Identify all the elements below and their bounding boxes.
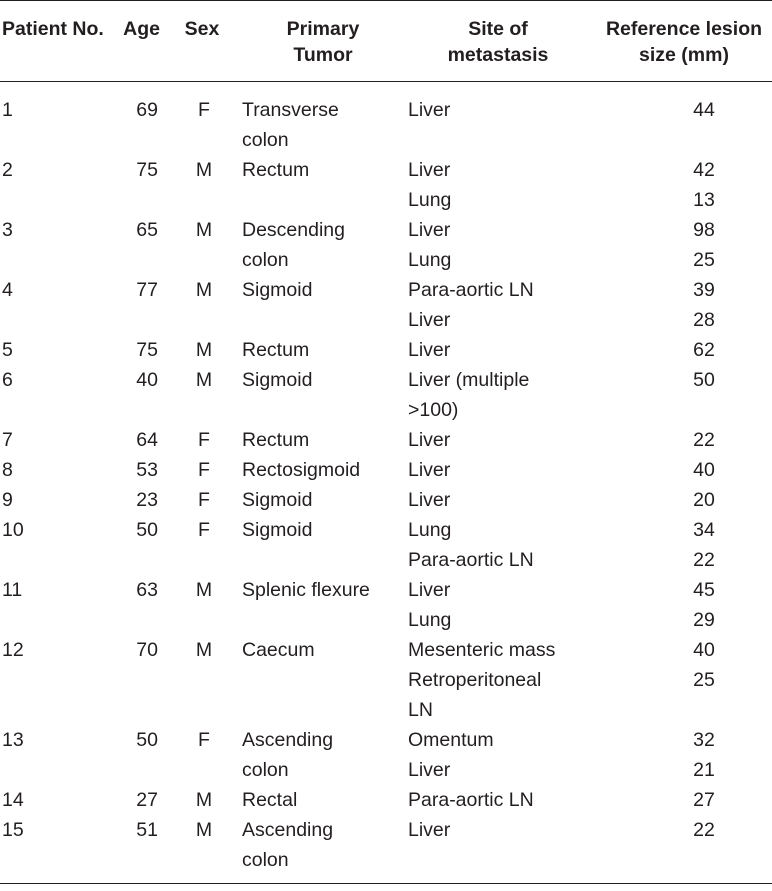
lesion-size-cell: 40 [693, 459, 715, 481]
lesion-size-cell [588, 395, 772, 425]
sex-cell: M [195, 159, 213, 181]
table-row [0, 515, 772, 545]
lesion-size-cell: 62 [693, 339, 715, 361]
sex-cell [166, 755, 238, 785]
patient-no-cell: 3 [2, 219, 13, 241]
table-row [0, 635, 772, 665]
sex-cell [166, 545, 238, 575]
table-row [0, 815, 772, 845]
primary-tumor-cell: Sigmoid [242, 489, 313, 511]
metastasis-site-cell: Liver [408, 819, 451, 841]
table-row-continuation [0, 185, 772, 215]
lesion-size-cell [588, 695, 772, 725]
table-row [0, 725, 772, 755]
patient-no-cell: 5 [2, 339, 13, 361]
lesion-size-cell: 20 [693, 489, 715, 511]
primary-tumor-cell: Splenic flexure [242, 579, 370, 601]
table-row [0, 785, 772, 815]
patient-no-cell: 14 [2, 789, 24, 811]
primary-tumor-cell [238, 545, 408, 575]
header-reference-lesion-size [588, 1, 772, 82]
lesion-size-cell: 21 [693, 759, 715, 781]
sex-cell: F [198, 429, 210, 451]
metastasis-site-cell: Liver [408, 489, 451, 511]
table-row [0, 215, 772, 245]
sex-cell: F [198, 489, 210, 511]
metastasis-site-cell: LN [408, 699, 433, 721]
lesion-size-cell: 45 [693, 579, 715, 601]
patient-no-cell [0, 395, 118, 425]
sex-cell [166, 305, 238, 335]
primary-tumor-cell: Sigmoid [242, 519, 313, 541]
table-row-continuation [0, 755, 772, 785]
patient-no-cell: 8 [2, 459, 13, 481]
metastasis-site-cell: Liver [408, 309, 451, 331]
metastasis-site-cell: Liver [408, 579, 451, 601]
metastasis-site-cell: Lung [408, 249, 452, 271]
patient-no-cell: 4 [2, 279, 13, 301]
patient-no-cell [0, 125, 118, 155]
age-cell: 27 [136, 789, 158, 811]
patient-no-cell: 7 [2, 429, 13, 451]
table-row [0, 155, 772, 185]
primary-tumor-cell: Transverse [242, 99, 339, 121]
metastasis-site-cell: Liver [408, 159, 451, 181]
metastasis-site-cell: Liver [408, 759, 451, 781]
lesion-size-cell: 25 [693, 249, 715, 271]
sex-cell: M [195, 639, 213, 661]
lesion-size-cell [588, 845, 772, 884]
primary-tumor-cell [238, 395, 408, 425]
age-cell [118, 755, 166, 785]
metastasis-site-cell: Liver [408, 219, 451, 241]
table-row-continuation [0, 695, 772, 725]
table-row-continuation [0, 245, 772, 275]
primary-tumor-cell: Rectal [242, 789, 298, 811]
sex-cell [166, 125, 238, 155]
patient-no-cell [0, 845, 118, 884]
table-row [0, 82, 772, 126]
lesion-size-cell: 22 [693, 549, 715, 571]
header-size-label: Reference lesion size (mm) [605, 18, 763, 66]
age-cell [118, 695, 166, 725]
sex-cell: F [198, 729, 210, 751]
patient-no-cell: 12 [2, 639, 24, 661]
lesion-size-cell: 39 [693, 279, 715, 301]
table-row [0, 575, 772, 605]
sex-cell: F [198, 459, 210, 481]
primary-tumor-cell: Ascending [242, 729, 334, 751]
lesion-size-cell: 25 [693, 669, 715, 691]
lesion-size-cell: 22 [693, 819, 715, 841]
primary-tumor-cell [238, 695, 408, 725]
lesion-size-cell: 28 [693, 309, 715, 331]
sex-cell [166, 395, 238, 425]
age-cell: 70 [136, 639, 158, 661]
table-row-continuation [0, 845, 772, 884]
sex-cell: M [195, 789, 213, 811]
sex-cell [166, 845, 238, 884]
patient-no-cell [0, 755, 118, 785]
sex-cell: M [195, 279, 213, 301]
patient-no-cell [0, 545, 118, 575]
age-cell [118, 305, 166, 335]
header-site-of-metastasis [408, 1, 588, 82]
age-cell: 69 [136, 99, 158, 121]
sex-cell [166, 605, 238, 635]
age-cell: 23 [136, 489, 158, 511]
table-row [0, 365, 772, 395]
age-cell [118, 845, 166, 884]
patient-no-cell [0, 695, 118, 725]
sex-cell: F [198, 99, 210, 121]
age-cell: 51 [136, 819, 158, 841]
age-cell [118, 185, 166, 215]
metastasis-site-cell: Lung [408, 519, 452, 541]
table-row [0, 455, 772, 485]
header-primary-tumor [238, 1, 408, 82]
primary-tumor-cell: Rectum [242, 429, 310, 451]
lesion-size-cell: 42 [693, 159, 715, 181]
metastasis-site-cell: Lung [408, 609, 452, 631]
patient-no-cell [0, 245, 118, 275]
age-cell: 77 [136, 279, 158, 301]
primary-tumor-cell: colon [242, 759, 289, 781]
primary-tumor-cell: Ascending [242, 819, 334, 841]
metastasis-site-cell: Mesenteric mass [408, 639, 556, 661]
table-header-row [0, 1, 772, 82]
age-cell [118, 665, 166, 695]
age-cell [118, 605, 166, 635]
sex-cell [166, 245, 238, 275]
metastasis-site-cell [408, 125, 588, 155]
header-age-label: Age [123, 18, 160, 40]
primary-tumor-cell: Caecum [242, 639, 315, 661]
sex-cell [166, 665, 238, 695]
table-body [0, 82, 772, 884]
age-cell: 63 [136, 579, 158, 601]
table-row [0, 485, 772, 515]
table-row [0, 335, 772, 365]
table-row [0, 275, 772, 305]
metastasis-site-cell: Liver (multiple [408, 369, 530, 391]
age-cell: 65 [136, 219, 158, 241]
patient-no-cell: 11 [2, 579, 23, 601]
primary-tumor-cell [238, 665, 408, 695]
lesion-size-cell: 29 [693, 609, 715, 631]
patient-no-cell: 2 [2, 159, 13, 181]
sex-cell: M [195, 369, 213, 391]
age-cell [118, 395, 166, 425]
primary-tumor-cell: colon [242, 249, 289, 271]
sex-cell: M [195, 219, 213, 241]
metastasis-site-cell: Retroperitoneal [408, 669, 542, 691]
age-cell: 50 [136, 519, 158, 541]
patient-no-cell: 10 [2, 519, 24, 541]
lesion-size-cell [588, 125, 772, 155]
lesion-size-cell: 50 [693, 369, 715, 391]
lesion-size-cell: 44 [693, 99, 715, 121]
header-age [118, 1, 166, 82]
primary-tumor-cell: Sigmoid [242, 279, 313, 301]
primary-tumor-cell [238, 305, 408, 335]
lesion-size-cell: 27 [693, 789, 715, 811]
header-patient-no [0, 1, 118, 82]
patient-no-cell: 15 [2, 819, 24, 841]
lesion-size-cell: 40 [693, 639, 715, 661]
age-cell: 50 [136, 729, 158, 751]
header-sex [166, 1, 238, 82]
table-row-continuation [0, 545, 772, 575]
metastasis-site-cell: Liver [408, 459, 451, 481]
primary-tumor-cell [238, 605, 408, 635]
lesion-size-cell: 13 [693, 189, 715, 211]
primary-tumor-cell: Sigmoid [242, 369, 313, 391]
table-row-continuation [0, 305, 772, 335]
primary-tumor-cell: Descending [242, 219, 345, 241]
patient-no-cell: 6 [2, 369, 13, 391]
age-cell [118, 545, 166, 575]
primary-tumor-cell [238, 185, 408, 215]
primary-tumor-cell: Rectosigmoid [242, 459, 361, 481]
age-cell [118, 245, 166, 275]
metastasis-site-cell: Para-aortic LN [408, 549, 534, 571]
sex-cell [166, 695, 238, 725]
lesion-size-cell: 98 [693, 219, 715, 241]
metastasis-site-cell: >100) [408, 399, 459, 421]
patient-no-cell: 13 [2, 729, 24, 751]
lesion-size-cell: 34 [693, 519, 715, 541]
lesion-size-cell: 22 [693, 429, 715, 451]
header-site-label: Site of metastasis [447, 18, 549, 66]
sex-cell: M [195, 339, 213, 361]
age-cell: 53 [136, 459, 158, 481]
age-cell: 64 [136, 429, 158, 451]
metastasis-site-cell: Lung [408, 189, 452, 211]
age-cell [118, 125, 166, 155]
patient-no-cell: 1 [2, 99, 13, 121]
patient-no-cell [0, 605, 118, 635]
metastasis-site-cell: Para-aortic LN [408, 279, 534, 301]
primary-tumor-cell: Rectum [242, 339, 310, 361]
patient-no-cell: 9 [2, 489, 13, 511]
metastasis-site-cell: Para-aortic LN [408, 789, 534, 811]
table-row-continuation [0, 125, 772, 155]
primary-tumor-cell: Rectum [242, 159, 310, 181]
age-cell: 75 [136, 159, 158, 181]
table-row-continuation [0, 665, 772, 695]
metastasis-site-cell: Liver [408, 339, 451, 361]
header-tumor-label: Primary Tumor [286, 18, 360, 66]
primary-tumor-cell: colon [238, 845, 408, 884]
lesion-size-cell: 32 [693, 729, 715, 751]
patient-no-cell [0, 185, 118, 215]
table-row-continuation [0, 605, 772, 635]
table-row-continuation [0, 395, 772, 425]
metastasis-site-cell: Liver [408, 99, 451, 121]
header-sex-label: Sex [184, 18, 220, 40]
metastasis-site-cell: Liver [408, 429, 451, 451]
table-row [0, 425, 772, 455]
patient-no-cell [0, 305, 118, 335]
sex-cell [166, 185, 238, 215]
sex-cell: M [195, 579, 213, 601]
sex-cell: F [198, 519, 210, 541]
age-cell: 75 [136, 339, 158, 361]
sex-cell: M [195, 819, 213, 841]
primary-tumor-cell: colon [242, 129, 289, 151]
header-patient-label: Patient No. [2, 18, 104, 40]
metastasis-site-cell [408, 845, 588, 884]
age-cell: 40 [136, 369, 158, 391]
patient-no-cell [0, 665, 118, 695]
metastasis-site-cell: Omentum [408, 729, 494, 751]
